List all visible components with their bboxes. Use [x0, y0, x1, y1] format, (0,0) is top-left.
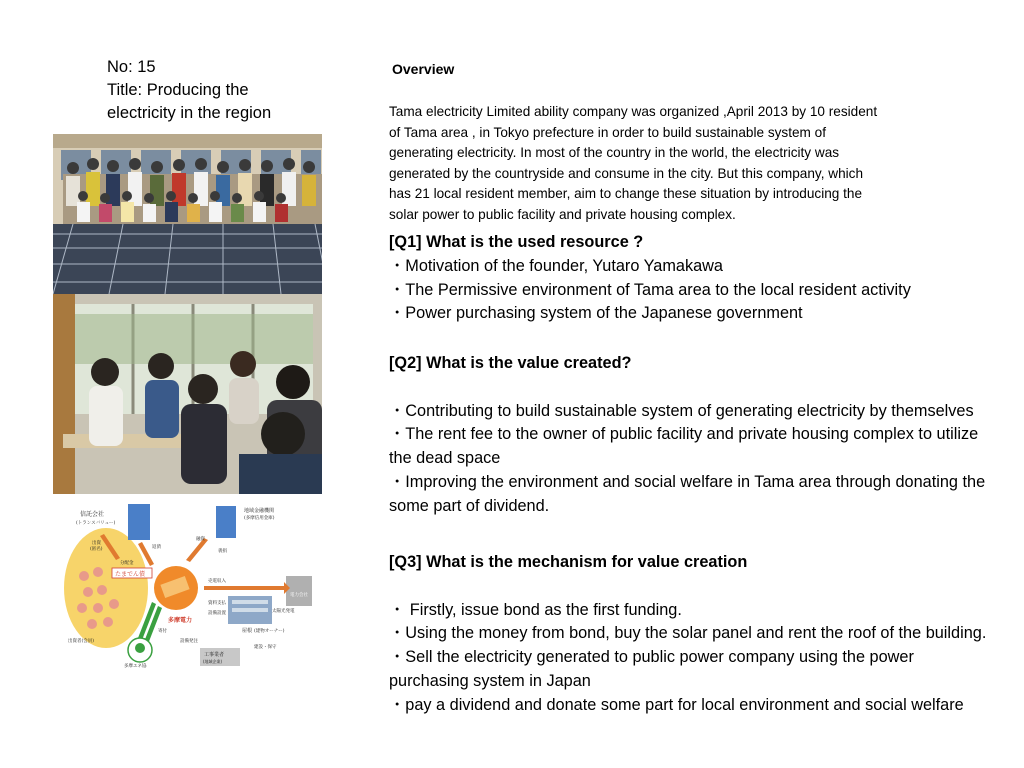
q1-section — [389, 231, 989, 326]
diagram-bond-label: たまでん債 — [115, 571, 146, 578]
diagram-regional-bank: 地域金融機関 — [244, 508, 275, 514]
diagram-loan: 融資 — [196, 537, 205, 542]
diagram-work-order: 設備発注 — [180, 639, 198, 644]
diagram-donation: 寄付 — [158, 629, 167, 634]
diagram-tama-power: 多摩電力 — [168, 617, 193, 624]
overview-heading: Overview — [392, 61, 455, 77]
diagram-repay: 返済 — [152, 545, 161, 550]
diagram-construction-sub: (地域企業) — [203, 659, 223, 664]
q1-item: ・The Permissive environment of Tama area to the local resident activity — [389, 280, 911, 299]
diagram-solar-gen: 太陽光発電 — [272, 609, 295, 614]
q3-item: ・pay a dividend and donate some part for local environment and social welfare — [389, 695, 964, 714]
overview-line: generated by the countryside and consume in the city. But this company, which — [389, 165, 864, 181]
diagram-power-company: 電力会社 — [290, 593, 308, 598]
q3-item: ・Using the money from bond, buy the solar panel and rent the roof of the building. — [389, 624, 987, 643]
business-model-diagram — [58, 500, 320, 668]
diagram-eco-group: 多摩エネ協 — [124, 664, 147, 668]
q3-section — [389, 551, 989, 718]
q1-item: ・Power purchasing system of the Japanese government — [389, 304, 803, 323]
diagram-building: 屋根 — [242, 628, 253, 634]
q3-title: [Q3] What is the mechanism for value creation — [389, 553, 748, 571]
group-photo-solar-panels — [53, 134, 322, 294]
overview-line: generating electricity. In most of the country in the world, the electricity was — [389, 145, 840, 161]
q1-item: ・Motivation of the founder, Yutaro Yamakawa — [389, 256, 723, 275]
slide-header — [107, 56, 367, 125]
overview-line: has 21 local resident member, aim to change these situation by introducing the — [389, 186, 863, 202]
q3-item: ・ Firstly, issue bond as the first funding. — [389, 600, 682, 619]
diagram-distribution: 分配金 — [120, 561, 134, 566]
diagram-supply: 資料支払 — [208, 601, 226, 606]
q1-title: [Q1] What is the used resource ? — [389, 233, 644, 251]
overview-text — [389, 102, 989, 226]
slide-title-line1: Title: Producing the — [107, 81, 249, 99]
diagram-construction: 工事業者 — [204, 652, 225, 658]
q2-item: ・Improving the environment and social welfare in Tama area through donating the some part of dividend. — [389, 472, 986, 515]
diagram-investment-sub: (匿名) — [90, 547, 103, 552]
diagram-maintenance: 建設・保守 — [254, 645, 277, 650]
overview-line: Tama electricity Limited ability company was organized ,April 2013 by 10 resident — [389, 104, 878, 119]
diagram-regional-bank-sub: (多摩信用金庫) — [244, 516, 275, 521]
q3-item: ・Sell the electricity generated to public power company using the power purchasing system in Japan — [389, 648, 914, 690]
diagram-equipment: 設備設置 — [208, 611, 226, 616]
diagram-building-sub: (建物オーナー) — [254, 629, 285, 634]
q2-section — [389, 352, 989, 519]
q2-item: ・The rent fee to the owner of public facility and private housing complex to utilize the dead space — [389, 425, 979, 468]
diagram-power-sale: 売電収入 — [208, 579, 226, 584]
diagram-investment: 出資 — [92, 541, 101, 546]
slide-number: No: 15 — [107, 58, 156, 76]
diagram-trust-company-sub: (トランスバリュー) — [76, 521, 116, 526]
q2-title: [Q2] What is the value created? — [389, 354, 632, 372]
overview-line: solar power to public facility and private housing complex. — [389, 206, 736, 222]
diagram-contribution: 義捐 — [218, 549, 227, 554]
slide-title-line2: electricity in the region — [107, 104, 272, 122]
q2-item: ・Contributing to build sustainable system of generating electricity by themselves — [389, 401, 974, 420]
diagram-investors: 出資者(会員) — [68, 639, 95, 644]
meeting-photo — [53, 294, 322, 494]
diagram-trust-company: 信託会社 — [80, 511, 105, 518]
overview-line: of Tama area , in Tokyo prefecture in order to build sustainable system of — [389, 124, 826, 140]
